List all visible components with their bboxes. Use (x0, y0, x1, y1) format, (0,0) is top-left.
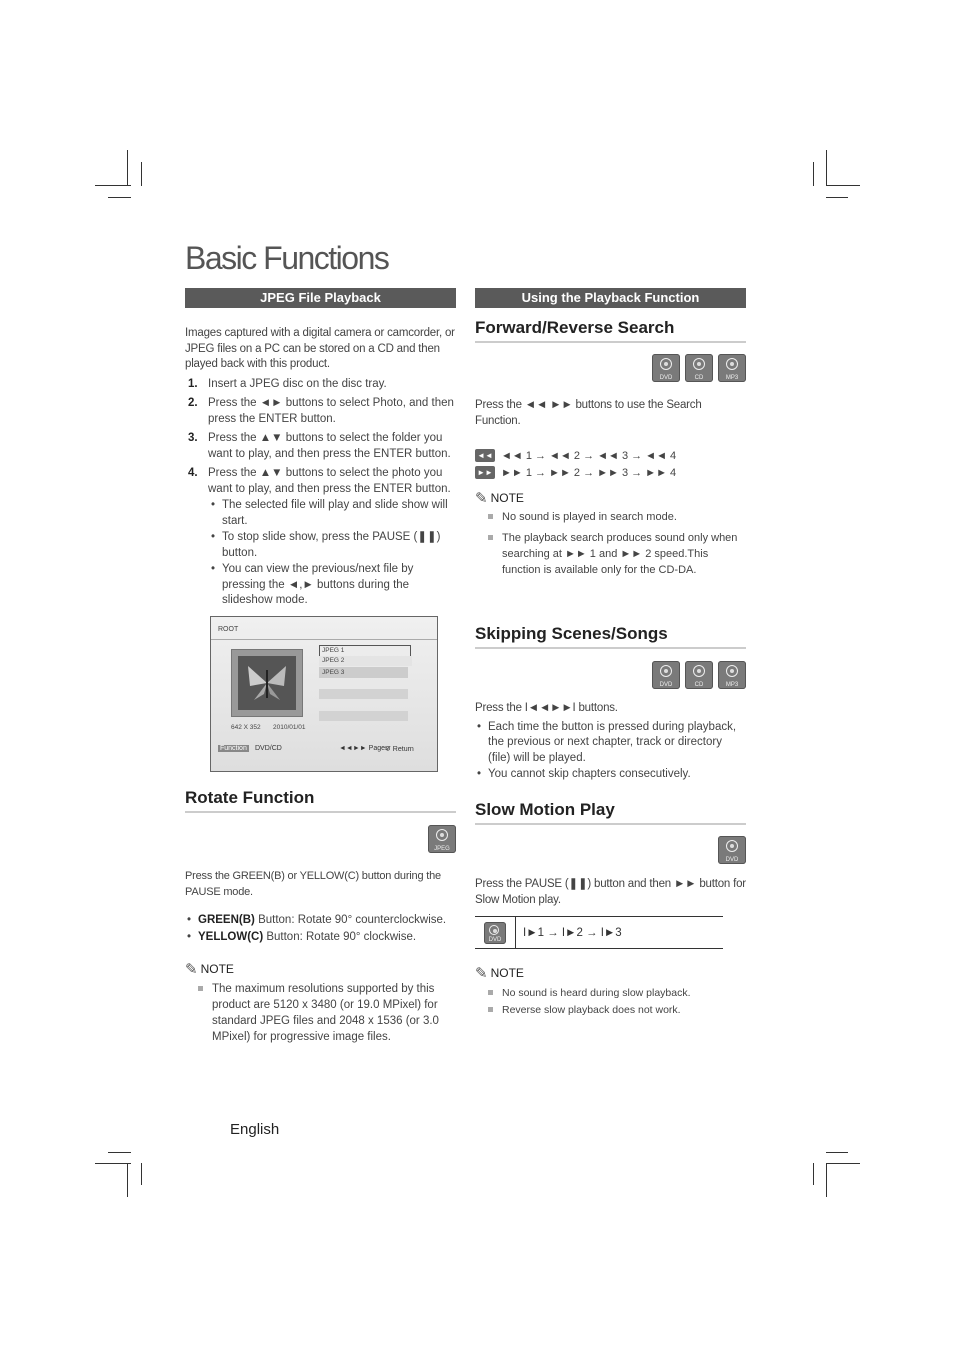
jpeg-steps (185, 377, 456, 498)
slow-table-icon-cell (475, 917, 516, 948)
note-heading: ✎ NOTE (185, 961, 234, 978)
disc-icons (475, 661, 746, 689)
pencil-icon: ✎ (475, 965, 488, 982)
crop-mark (826, 1163, 860, 1164)
jpeg-bullets (209, 498, 456, 609)
dvd-disc-icon: DVD (652, 354, 680, 382)
disc-icons (475, 836, 746, 864)
crop-mark (108, 197, 131, 198)
jpeg-browser-screen (210, 616, 438, 772)
cd-disc-icon: CD (685, 354, 713, 382)
rotate-section (185, 787, 456, 1050)
crop-mark (141, 162, 142, 186)
mp3-disc-icon: MP3 (718, 661, 746, 689)
left-column (185, 288, 456, 610)
skip-section (475, 623, 746, 784)
pages-control[interactable]: ◄◄►► Pages (339, 745, 389, 752)
screen-divider (211, 639, 437, 640)
bullet-item: • You cannot skip chapters consecutively. (475, 767, 746, 783)
note-item: Reverse slow playback does not work. (475, 1002, 746, 1018)
section-banner-jpeg: JPEG File Playback (185, 288, 456, 308)
note-heading: ✎ NOTE (475, 965, 524, 982)
jpeg-intro: Images captured with a digital camera or camcorder, or JPEG files on a PC can be stored on a CD and then played back with this product. (185, 327, 455, 370)
butterfly-image (238, 656, 296, 710)
bullet-item: • GREEN(B) Button: Rotate 90° counterclockwise. (185, 913, 456, 929)
note-list (475, 509, 746, 578)
crop-mark (813, 1163, 814, 1185)
reverse-sequence: ◄◄ ◄◄ 1 → ◄◄ 2 → ◄◄ 3 → ◄◄ 4 (475, 449, 746, 462)
file-item[interactable]: JPEG 3 (319, 667, 408, 678)
note-item: The maximum resolutions supported by this product are 5120 x 3480 (or 19.0 MPixel) for standard JPEG files and 2048 x 1536 (or 3.0 MPixel) for progressive image files. (185, 981, 456, 1045)
rotate-text: Press the GREEN(B) or YELLOW(C) button during the PAUSE mode. (185, 870, 441, 898)
dvd-disc-icon: DVD (484, 922, 506, 944)
rewind-button-icon: ◄◄ (475, 449, 495, 462)
step-item: 3. Press the ▲▼ buttons to select the folder you want to play, and then press the ENTER button. (188, 432, 451, 460)
step-item: 1. Insert a JPEG disc on the disc tray. (188, 377, 387, 390)
screen-root-label: ROOT (218, 626, 239, 633)
crop-mark (95, 1163, 131, 1164)
photo-thumbnail (231, 649, 303, 717)
crop-mark (127, 150, 128, 186)
note-item: No sound is played in search mode. (475, 509, 746, 525)
pencil-icon: ✎ (475, 490, 488, 507)
return-control[interactable]: ↺ Return (385, 746, 414, 753)
bullet-item: • YELLOW(C) Button: Rotate 90° clockwise. (185, 930, 456, 946)
bullet-item: • Each time the button is pressed during playback, the previous or next chapter, track or directory (file) will be played. (475, 720, 746, 767)
cd-disc-icon: CD (685, 661, 713, 689)
dvd-disc-icon: DVD (652, 661, 680, 689)
crop-mark (826, 1152, 848, 1153)
note-item: The playback search produces sound only when searching at ►► 1 and ►► 2 speed.This function is available only for the CD-DA. (475, 530, 746, 578)
step-item: 4. Press the ▲▼ buttons to select the photo you want to play, and then press the ENTER button. (188, 467, 451, 495)
disc-icons (185, 825, 456, 853)
file-slot-empty (319, 711, 408, 721)
note-item: No sound is heard during slow playback. (475, 985, 746, 1001)
note-heading: ✎ NOTE (475, 490, 524, 507)
fast-forward-button-icon: ►► (475, 466, 495, 479)
file-item-selected[interactable]: JPEG 1 (319, 645, 411, 657)
mp3-disc-icon: MP3 (718, 354, 746, 382)
crop-mark (95, 185, 131, 186)
crop-mark (813, 162, 814, 186)
image-resolution: 642 X 352 (231, 724, 261, 731)
slow-table (475, 916, 723, 949)
crop-mark (826, 197, 848, 198)
slow-sequence: I►1 → I►2 → I►3 (523, 926, 622, 939)
search-text: Press the ◄◄ ►► buttons to use the Search Function. (475, 399, 702, 427)
disc-icons (475, 354, 746, 382)
rotate-bullets (185, 913, 456, 945)
step-item: 2. Press the ◄► buttons to select Photo, and then press the ENTER button. (188, 397, 454, 425)
forward-sequence: ►► ►► 1 → ►► 2 → ►► 3 → ►► 4 (475, 466, 746, 479)
pencil-icon: ✎ (185, 961, 198, 978)
bullet-item: • To stop slide show, press the PAUSE (❚❚) button. (209, 530, 456, 561)
page-title: Basic Functions (185, 240, 389, 276)
crop-mark (826, 150, 827, 186)
crop-mark (141, 1163, 142, 1185)
section-heading-rotate: Rotate Function (185, 787, 456, 813)
section-heading-slow-motion: Slow Motion Play (475, 799, 746, 825)
dvd-disc-icon: DVD (718, 836, 746, 864)
bullet-item: • The selected file will play and slide show will start. (209, 498, 456, 529)
file-slot-empty (319, 689, 408, 699)
slow-section (475, 799, 746, 1023)
section-banner-playback: Using the Playback Function (475, 288, 746, 308)
image-date: 2010/01/01 (273, 724, 306, 731)
crop-mark (826, 1163, 827, 1197)
slow-text: Press the PAUSE (❚❚) button and then ►► button for Slow Motion play. (475, 878, 746, 906)
skip-text: Press the I◄◄►►I buttons. (475, 702, 618, 714)
file-item[interactable]: JPEG 2 (319, 656, 412, 666)
note-list (475, 985, 746, 1018)
skip-bullets (475, 720, 746, 783)
crop-mark (826, 185, 860, 186)
note-list (185, 981, 456, 1045)
section-heading-forward-reverse: Forward/Reverse Search (475, 317, 746, 343)
footer-language: English (230, 1121, 280, 1138)
jpeg-disc-icon: JPEG (428, 825, 456, 853)
crop-mark (108, 1152, 131, 1153)
section-heading-skip: Skipping Scenes/Songs (475, 623, 746, 649)
function-button[interactable]: Function (220, 745, 247, 752)
crop-mark (127, 1163, 128, 1197)
mode-label: DVD/CD (255, 745, 282, 752)
search-sequences (475, 449, 746, 479)
right-column (475, 288, 746, 583)
bullet-item: • You can view the previous/next file by pressing the ◄,► buttons during the slideshow mode. (209, 562, 456, 609)
